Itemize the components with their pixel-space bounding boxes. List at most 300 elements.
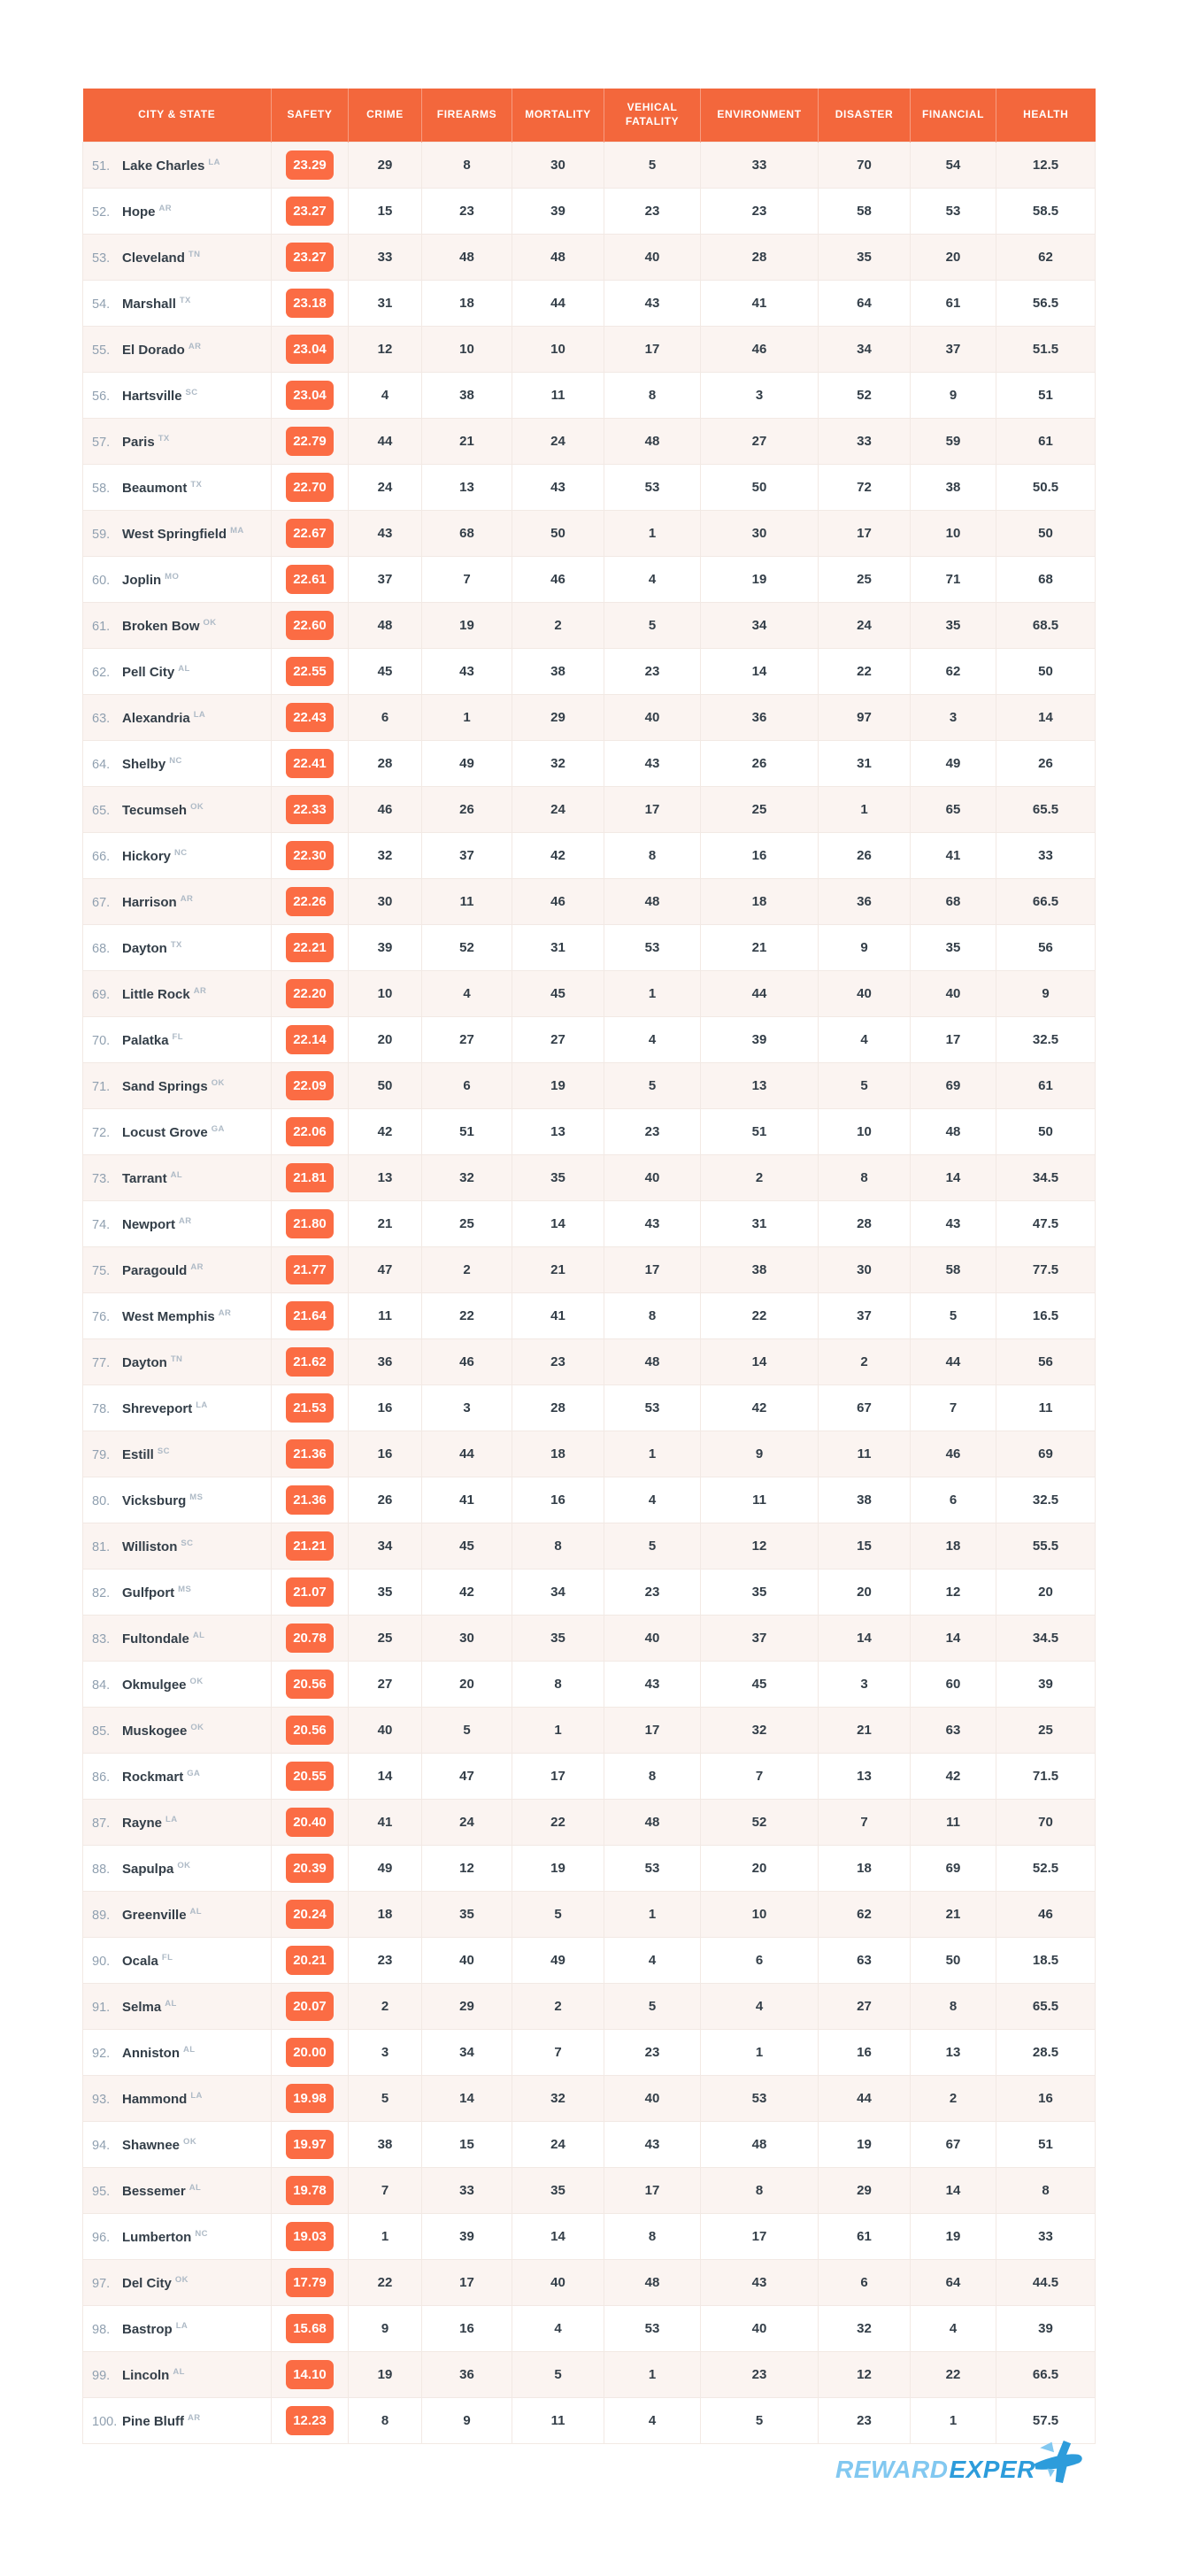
mortality-cell: 32: [512, 2076, 604, 2122]
rank-city-cell: [83, 1155, 272, 1201]
vehical-fatality-cell: 40: [604, 1155, 701, 1201]
health-cell: 47.5: [996, 1201, 1096, 1247]
mortality-cell: 5: [512, 2352, 604, 2398]
safety-cell: [272, 971, 349, 1017]
disaster-cell: 37: [819, 1293, 911, 1339]
disaster-cell: 97: [819, 695, 911, 741]
rank-number: 71.: [92, 1079, 111, 1094]
mortality-cell: 7: [512, 2030, 604, 2076]
disaster-cell: 11: [819, 1431, 911, 1477]
crime-cell: 24: [349, 465, 422, 511]
rank-number: 78.: [92, 1401, 111, 1416]
rank-city-cell: [83, 1846, 272, 1892]
mortality-cell: 23: [512, 1339, 604, 1385]
firearms-cell: 12: [422, 1846, 512, 1892]
rank-city-cell: [83, 879, 272, 925]
rank-city-cell: [83, 143, 272, 189]
vehical-fatality-cell: 8: [604, 2214, 701, 2260]
rank-number: 62.: [92, 665, 111, 680]
vehical-fatality-cell: 53: [604, 465, 701, 511]
disaster-cell: 27: [819, 1984, 911, 2030]
city-safety-ranking-table: [82, 89, 1095, 2444]
rank-city-cell: [83, 1800, 272, 1846]
vehical-fatality-cell: 8: [604, 1293, 701, 1339]
safety-cell: [272, 1109, 349, 1155]
rank-number: 75.: [92, 1263, 111, 1278]
environment-cell: 16: [701, 833, 819, 879]
mortality-cell: 24: [512, 419, 604, 465]
state-abbreviation: SC: [185, 387, 198, 397]
financial-cell: 61: [911, 281, 996, 327]
crime-cell: 34: [349, 1523, 422, 1570]
city-name: Fultondale: [122, 1631, 189, 1647]
rank-number: 73.: [92, 1171, 111, 1186]
city-name: Joplin: [122, 572, 162, 588]
safety-score-badge: 21.53: [286, 1393, 334, 1423]
disaster-cell: 64: [819, 281, 911, 327]
health-cell: 51.5: [996, 327, 1096, 373]
safety-score-badge: 21.77: [286, 1255, 334, 1284]
financial-cell: 53: [911, 189, 996, 235]
health-cell: 57.5: [996, 2398, 1096, 2444]
crime-cell: 43: [349, 511, 422, 557]
vehical-fatality-cell: 4: [604, 557, 701, 603]
state-abbreviation: TX: [158, 433, 170, 443]
disaster-cell: 2: [819, 1339, 911, 1385]
safety-cell: [272, 2398, 349, 2444]
vehical-fatality-cell: 23: [604, 2030, 701, 2076]
vehical-fatality-cell: 5: [604, 603, 701, 649]
crime-cell: 32: [349, 833, 422, 879]
rank-number: 83.: [92, 1631, 111, 1647]
city-name: Bessemer: [122, 2183, 186, 2199]
crime-cell: 39: [349, 925, 422, 971]
rank-city-cell: [83, 2076, 272, 2122]
rank-number: 82.: [92, 1585, 111, 1600]
safety-score-badge: 22.70: [286, 473, 334, 502]
mortality-cell: 29: [512, 695, 604, 741]
safety-score-badge: 21.81: [286, 1163, 334, 1192]
safety-score-badge: 23.27: [286, 243, 334, 272]
firearms-cell: 41: [422, 1477, 512, 1523]
safety-cell: [272, 281, 349, 327]
health-cell: 77.5: [996, 1247, 1096, 1293]
health-cell: 71.5: [996, 1754, 1096, 1800]
health-cell: 34.5: [996, 1616, 1096, 1662]
health-cell: 8: [996, 2168, 1096, 2214]
health-cell: 51: [996, 2122, 1096, 2168]
rank-number: 72.: [92, 1125, 111, 1140]
safety-score-badge: 22.26: [286, 887, 334, 916]
mortality-cell: 14: [512, 2214, 604, 2260]
state-abbreviation: OK: [211, 1077, 225, 1088]
financial-cell: 11: [911, 1800, 996, 1846]
safety-cell: [272, 695, 349, 741]
table-header-row: [83, 89, 1096, 143]
vehical-fatality-cell: 1: [604, 1431, 701, 1477]
safety-cell: [272, 1938, 349, 1984]
rank-city-cell: [83, 971, 272, 1017]
city-name: West Memphis: [122, 1308, 215, 1324]
state-abbreviation: LA: [165, 1814, 178, 1824]
safety-score-badge: 22.43: [286, 703, 334, 732]
health-cell: 65.5: [996, 1984, 1096, 2030]
environment-cell: 39: [701, 1017, 819, 1063]
rank-number: 80.: [92, 1493, 111, 1508]
safety-cell: [272, 1892, 349, 1938]
state-abbreviation: AL: [170, 1169, 183, 1180]
table-row: [83, 1247, 1096, 1293]
vehical-fatality-cell: 17: [604, 2168, 701, 2214]
firearms-cell: 38: [422, 373, 512, 419]
environment-cell: 6: [701, 1938, 819, 1984]
health-cell: 50.5: [996, 465, 1096, 511]
firearms-cell: 17: [422, 2260, 512, 2306]
firearms-cell: 68: [422, 511, 512, 557]
safety-score-badge: 12.23: [286, 2406, 334, 2435]
mortality-cell: 43: [512, 465, 604, 511]
rank-number: 61.: [92, 619, 111, 634]
rank-city-cell: [83, 2122, 272, 2168]
disaster-cell: 15: [819, 1523, 911, 1570]
mortality-cell: 22: [512, 1800, 604, 1846]
table-row: [83, 1063, 1096, 1109]
rank-city-cell: [83, 189, 272, 235]
state-abbreviation: OK: [183, 2136, 197, 2147]
safety-cell: [272, 1523, 349, 1570]
firearms-cell: 34: [422, 2030, 512, 2076]
state-abbreviation: AL: [188, 2182, 202, 2193]
environment-cell: 52: [701, 1800, 819, 1846]
vehical-fatality-cell: 17: [604, 327, 701, 373]
health-cell: 50: [996, 511, 1096, 557]
vehical-fatality-cell: 48: [604, 2260, 701, 2306]
crime-cell: 27: [349, 1662, 422, 1708]
safety-cell: [272, 465, 349, 511]
vehical-fatality-cell: 5: [604, 1523, 701, 1570]
health-cell: 66.5: [996, 879, 1096, 925]
safety-score-badge: 21.21: [286, 1531, 334, 1561]
city-name: Little Rock: [122, 986, 190, 1002]
safety-score-badge: 21.36: [286, 1485, 334, 1515]
crime-cell: 46: [349, 787, 422, 833]
rank-city-cell: [83, 833, 272, 879]
city-name: Sapulpa: [122, 1861, 174, 1877]
environment-cell: 25: [701, 787, 819, 833]
rank-number: 54.: [92, 297, 111, 312]
vehical-fatality-cell: 1: [604, 511, 701, 557]
table-row: [83, 419, 1096, 465]
city-name: Muskogee: [122, 1723, 188, 1739]
safety-score-badge: 20.56: [286, 1716, 334, 1745]
mortality-cell: 14: [512, 1201, 604, 1247]
rank-city-cell: [83, 281, 272, 327]
city-name: Del City: [122, 2275, 172, 2291]
vehical-fatality-cell: 23: [604, 649, 701, 695]
firearms-cell: 9: [422, 2398, 512, 2444]
state-abbreviation: OK: [190, 801, 204, 812]
environment-cell: 44: [701, 971, 819, 1017]
state-abbreviation: LA: [196, 1400, 208, 1410]
table-row: [83, 373, 1096, 419]
rank-city-cell: [83, 1431, 272, 1477]
safety-score-badge: 22.67: [286, 519, 334, 548]
safety-cell: [272, 1616, 349, 1662]
environment-cell: 38: [701, 1247, 819, 1293]
rank-city-cell: [83, 741, 272, 787]
safety-score-badge: 21.07: [286, 1577, 334, 1607]
city-name: Palatka: [122, 1032, 169, 1048]
crime-cell: 49: [349, 1846, 422, 1892]
financial-cell: 46: [911, 1431, 996, 1477]
financial-cell: 63: [911, 1708, 996, 1754]
firearms-cell: 44: [422, 1431, 512, 1477]
state-abbreviation: AL: [192, 1630, 205, 1640]
rank-number: 70.: [92, 1033, 111, 1048]
city-name: Selma: [122, 1999, 162, 2015]
financial-cell: 49: [911, 741, 996, 787]
environment-cell: 31: [701, 1201, 819, 1247]
mortality-cell: 19: [512, 1063, 604, 1109]
rank-number: 63.: [92, 711, 111, 726]
disaster-cell: 4: [819, 1017, 911, 1063]
crime-cell: 3: [349, 2030, 422, 2076]
health-cell: 50: [996, 1109, 1096, 1155]
crime-cell: 2: [349, 1984, 422, 2030]
table-row: [83, 1339, 1096, 1385]
financial-cell: 2: [911, 2076, 996, 2122]
crime-cell: 40: [349, 1708, 422, 1754]
mortality-cell: 45: [512, 971, 604, 1017]
safety-cell: [272, 1063, 349, 1109]
mortality-cell: 5: [512, 1892, 604, 1938]
mortality-cell: 50: [512, 511, 604, 557]
safety-cell: [272, 2122, 349, 2168]
environment-cell: 19: [701, 557, 819, 603]
city-name: Dayton: [122, 940, 167, 956]
disaster-cell: 34: [819, 327, 911, 373]
crime-cell: 16: [349, 1385, 422, 1431]
financial-cell: 8: [911, 1984, 996, 2030]
financial-cell: 44: [911, 1339, 996, 1385]
environment-cell: 23: [701, 189, 819, 235]
city-name: Hammond: [122, 2091, 188, 2107]
firearms-cell: 29: [422, 1984, 512, 2030]
firearms-cell: 42: [422, 1570, 512, 1616]
rank-number: 85.: [92, 1724, 111, 1739]
mortality-cell: 11: [512, 2398, 604, 2444]
firearms-cell: 10: [422, 327, 512, 373]
environment-cell: 26: [701, 741, 819, 787]
financial-cell: 68: [911, 879, 996, 925]
rank-city-cell: [83, 2260, 272, 2306]
rank-city-cell: [83, 557, 272, 603]
vehical-fatality-cell: 43: [604, 1662, 701, 1708]
environment-cell: 37: [701, 1616, 819, 1662]
crime-cell: 48: [349, 603, 422, 649]
table-row: [83, 603, 1096, 649]
state-abbreviation: TN: [188, 249, 201, 259]
health-cell: 33: [996, 833, 1096, 879]
firearms-cell: 45: [422, 1523, 512, 1570]
table-row: [83, 465, 1096, 511]
crime-cell: 42: [349, 1109, 422, 1155]
state-abbreviation: GA: [187, 1768, 201, 1778]
table-row: [83, 1017, 1096, 1063]
state-abbreviation: AR: [158, 203, 173, 213]
health-cell: 16: [996, 2076, 1096, 2122]
safety-cell: [272, 1477, 349, 1523]
city-name: Gulfport: [122, 1585, 175, 1600]
health-cell: 25: [996, 1708, 1096, 1754]
vehical-fatality-cell: 43: [604, 741, 701, 787]
safety-score-badge: 22.20: [286, 979, 334, 1008]
crime-cell: 12: [349, 327, 422, 373]
table-row: [83, 1201, 1096, 1247]
health-cell: 51: [996, 373, 1096, 419]
disaster-cell: 25: [819, 557, 911, 603]
mortality-cell: 39: [512, 189, 604, 235]
disaster-cell: 21: [819, 1708, 911, 1754]
safety-cell: [272, 603, 349, 649]
safety-cell: [272, 2214, 349, 2260]
table-row: [83, 1708, 1096, 1754]
crime-cell: 30: [349, 879, 422, 925]
rank-number: 52.: [92, 204, 111, 220]
logo-text-exper: EXPER: [949, 2456, 1035, 2483]
vehical-fatality-cell: 53: [604, 1385, 701, 1431]
disaster-cell: 72: [819, 465, 911, 511]
rank-city-cell: [83, 2214, 272, 2260]
health-cell: 33: [996, 2214, 1096, 2260]
financial-cell: 35: [911, 603, 996, 649]
financial-cell: 19: [911, 2214, 996, 2260]
state-abbreviation: FL: [161, 1952, 173, 1963]
disaster-cell: 9: [819, 925, 911, 971]
environment-cell: 9: [701, 1431, 819, 1477]
firearms-cell: 6: [422, 1063, 512, 1109]
state-abbreviation: AL: [178, 663, 190, 674]
rank-city-cell: [83, 1523, 272, 1570]
financial-cell: 9: [911, 373, 996, 419]
crime-cell: 41: [349, 1800, 422, 1846]
table-row: [83, 557, 1096, 603]
table-row: [83, 2214, 1096, 2260]
mortality-cell: 2: [512, 1984, 604, 2030]
state-abbreviation: OK: [189, 1676, 204, 1686]
health-cell: 18.5: [996, 1938, 1096, 1984]
table-row: [83, 1662, 1096, 1708]
mortality-cell: 24: [512, 2122, 604, 2168]
table-row: [83, 511, 1096, 557]
state-abbreviation: NC: [169, 755, 182, 766]
firearms-cell: 36: [422, 2352, 512, 2398]
mortality-cell: 35: [512, 1155, 604, 1201]
state-abbreviation: LA: [208, 157, 220, 167]
financial-cell: 14: [911, 2168, 996, 2214]
rank-number: 93.: [92, 2092, 111, 2107]
safety-score-badge: 19.03: [286, 2222, 334, 2251]
health-cell: 39: [996, 2306, 1096, 2352]
city-name: Hartsville: [122, 388, 182, 404]
rank-city-cell: [83, 649, 272, 695]
health-cell: 28.5: [996, 2030, 1096, 2076]
crime-cell: 7: [349, 2168, 422, 2214]
firearms-cell: 27: [422, 1017, 512, 1063]
firearms-cell: 1: [422, 695, 512, 741]
firearms-cell: 26: [422, 787, 512, 833]
city-name: Newport: [122, 1216, 175, 1232]
safety-score-badge: 20.24: [286, 1900, 334, 1929]
mortality-cell: 48: [512, 235, 604, 281]
rank-city-cell: [83, 1984, 272, 2030]
rank-city-cell: [83, 1063, 272, 1109]
rank-number: 66.: [92, 849, 111, 864]
rank-number: 98.: [92, 2322, 111, 2337]
vehical-fatality-cell: 5: [604, 1063, 701, 1109]
city-name: Lincoln: [122, 2367, 170, 2383]
financial-cell: 48: [911, 1109, 996, 1155]
city-name: Tarrant: [122, 1170, 167, 1186]
crime-cell: 25: [349, 1616, 422, 1662]
city-name: Rockmart: [122, 1769, 184, 1785]
mortality-cell: 19: [512, 1846, 604, 1892]
crime-cell: 37: [349, 557, 422, 603]
state-abbreviation: SC: [181, 1538, 194, 1548]
environment-cell: 5: [701, 2398, 819, 2444]
firearms-cell: 25: [422, 1201, 512, 1247]
disaster-cell: 12: [819, 2352, 911, 2398]
vehical-fatality-cell: 8: [604, 373, 701, 419]
safety-cell: [272, 1017, 349, 1063]
disaster-cell: 16: [819, 2030, 911, 2076]
table-row: [83, 235, 1096, 281]
crime-cell: 36: [349, 1339, 422, 1385]
safety-score-badge: 22.33: [286, 795, 334, 824]
rank-number: 99.: [92, 2368, 111, 2383]
disaster-cell: 36: [819, 879, 911, 925]
rank-city-cell: [83, 465, 272, 511]
mortality-cell: 35: [512, 1616, 604, 1662]
safety-cell: [272, 419, 349, 465]
health-cell: 69: [996, 1431, 1096, 1477]
crime-cell: 23: [349, 1938, 422, 1984]
environment-cell: 21: [701, 925, 819, 971]
disaster-cell: 14: [819, 1616, 911, 1662]
city-name: Alexandria: [122, 710, 190, 726]
state-abbreviation: AL: [173, 2366, 185, 2377]
health-cell: 26: [996, 741, 1096, 787]
crime-cell: 10: [349, 971, 422, 1017]
health-cell: 32.5: [996, 1477, 1096, 1523]
safety-score-badge: 20.07: [286, 1992, 334, 2021]
financial-cell: 7: [911, 1385, 996, 1431]
safety-score-badge: 19.98: [286, 2084, 334, 2113]
firearms-cell: 35: [422, 1892, 512, 1938]
column-header-safety: SAFETY: [272, 89, 349, 143]
disaster-cell: 3: [819, 1662, 911, 1708]
rank-city-cell: [83, 2306, 272, 2352]
state-abbreviation: AR: [179, 1215, 192, 1226]
mortality-cell: 32: [512, 741, 604, 787]
mortality-cell: 30: [512, 143, 604, 189]
state-abbreviation: AL: [189, 1906, 203, 1917]
rank-number: 51.: [92, 158, 111, 174]
state-abbreviation: OK: [177, 1860, 191, 1870]
disaster-cell: 33: [819, 419, 911, 465]
environment-cell: 32: [701, 1708, 819, 1754]
city-name: Pine Bluff: [122, 2413, 184, 2429]
